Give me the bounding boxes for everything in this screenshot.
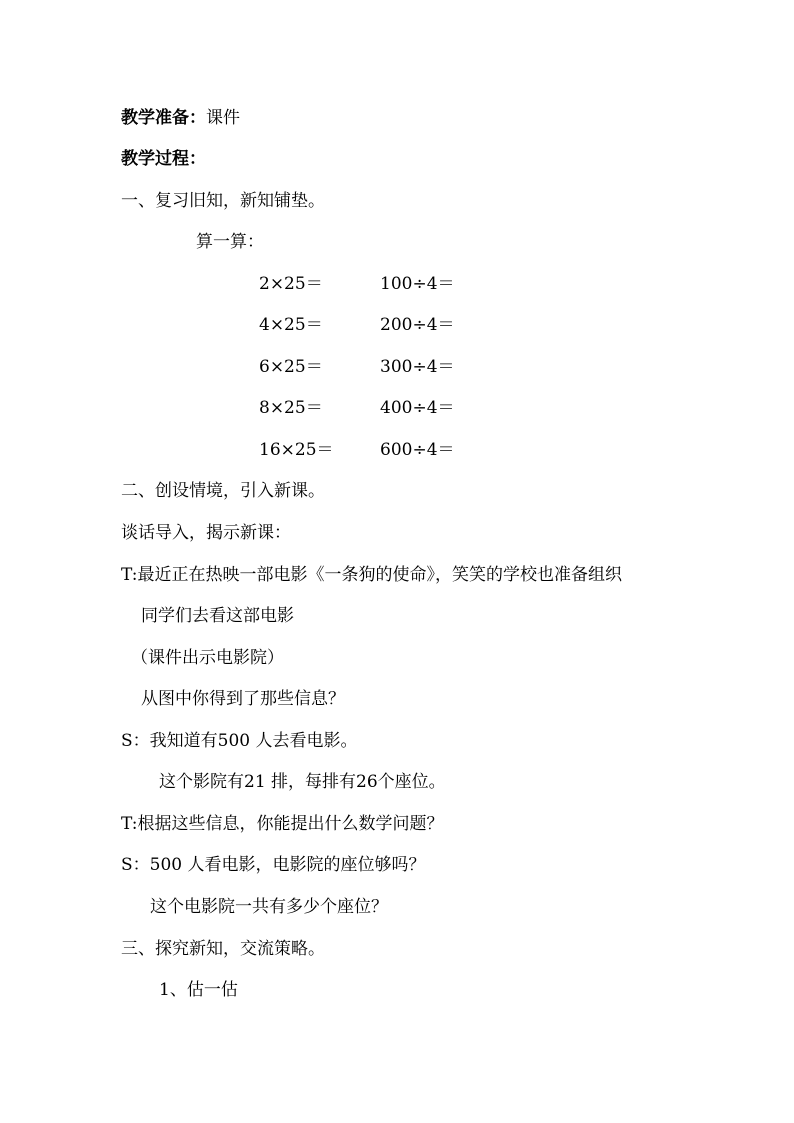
teacher-line-1: T:最近正在热映一部电影《一条狗的使命》，笑笑的学校也准备组织 xyxy=(121,565,622,585)
teacher-line-2: T:根据这些信息，你能提出什么数学问题？ xyxy=(121,814,444,834)
calc-left-5: 16×25＝ xyxy=(259,440,334,460)
prep-label: 教学准备： xyxy=(121,108,206,128)
calc-title: 算一算： xyxy=(196,232,264,252)
calc-left-1: 2×25＝ xyxy=(259,274,323,294)
calc-right-2: 200÷4＝ xyxy=(380,315,455,335)
subsection-1: 1、估一估 xyxy=(159,980,238,1000)
question-line: 从图中你得到了那些信息？ xyxy=(141,689,345,709)
courseware-note: （课件出示电影院） xyxy=(131,648,284,668)
section2-heading: 二、创设情境，引入新课。 xyxy=(121,481,325,501)
calc-left-4: 8×25＝ xyxy=(259,398,323,418)
student-line-1-cont: 这个影院有21 排，每排有26个座位。 xyxy=(159,772,446,792)
calc-right-5: 600÷4＝ xyxy=(380,440,455,460)
student-line-2-cont: 这个电影院一共有多少个座位？ xyxy=(150,897,388,917)
student-line-1: S：我知道有500 人去看电影。 xyxy=(121,731,358,751)
calc-left-2: 4×25＝ xyxy=(259,315,323,335)
calc-right-4: 400÷4＝ xyxy=(380,398,455,418)
calc-right-3: 300÷4＝ xyxy=(380,357,455,377)
student-line-2: S：500 人看电影，电影院的座位够吗？ xyxy=(121,855,426,875)
prep-value: 课件 xyxy=(206,108,240,128)
teacher-line-1-cont: 同学们去看这部电影 xyxy=(141,606,294,626)
intro-line: 谈话导入，揭示新课： xyxy=(121,523,291,543)
calc-left-3: 6×25＝ xyxy=(259,357,323,377)
section3-heading: 三、探究新知，交流策略。 xyxy=(121,939,325,959)
process-heading: 教学过程： xyxy=(121,149,206,169)
prep-line xyxy=(121,107,240,129)
section1-heading: 一、复习旧知，新知铺垫。 xyxy=(121,191,325,211)
calc-right-1: 100÷4＝ xyxy=(380,274,455,294)
